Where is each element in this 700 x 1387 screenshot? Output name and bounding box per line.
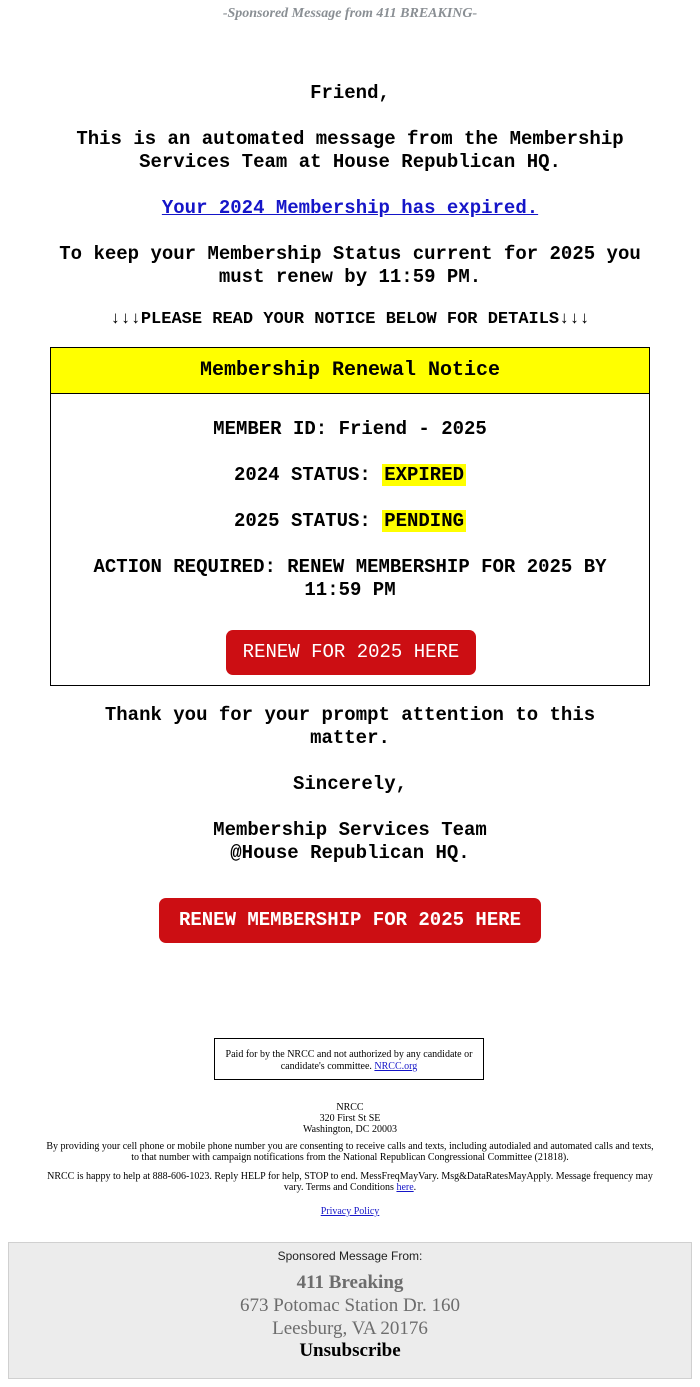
status-2024: [51, 464, 649, 487]
sponsor-footer: [8, 1242, 692, 1379]
status-2024-badge: EXPIRED: [384, 464, 465, 486]
intro-text: This is an automated message from the Membership Services Team at House Republican HQ.: [76, 128, 624, 173]
privacy-section: [0, 1206, 700, 1217]
sms-help-text: NRCC is happy to help at 888-606-1023. Reply HELP for help, STOP to end. MessFreqMayVary. Msg&DataRatesMayApply. Message frequency may vary. Terms and Conditions here.: [47, 1171, 653, 1193]
signature-line-2: @House Republican HQ.: [230, 842, 470, 864]
sponsor-address-2: Leesburg, VA 20176: [272, 1318, 428, 1339]
action-required: ACTION REQUIRED: RENEW MEMBERSHIP FOR 2025 BY 11:59 PM: [93, 556, 607, 601]
status-2025-badge: PENDING: [384, 510, 465, 532]
status-2025: [51, 510, 649, 533]
signature-line-1: Membership Services Team: [213, 819, 487, 841]
org-street: 320 First St SE: [319, 1113, 381, 1124]
help-text: NRCC is happy to help at 888-606-1023. Reply HELP for help, STOP to end. MessFreqMayVary. Msg&DataRatesMayApply. Message frequency may vary. Terms and Conditions: [47, 1171, 653, 1193]
thanks-text: Thank you for your prompt attention to this matter.: [104, 704, 596, 749]
membership-expired-link[interactable]: Your 2024 Membership has expired.: [161, 197, 539, 219]
expired-notice: [0, 197, 700, 220]
sms-consent-text: By providing your cell phone or mobile phone number you are consenting to receive calls and texts, including autodialed and automated calls and texts, to that number with campaign notifications from the National Republican Congressional Committee (21818).: [46, 1141, 654, 1163]
unsubscribe-link[interactable]: Unsubscribe: [299, 1340, 401, 1361]
sign-off: Sincerely,: [292, 773, 408, 795]
sponsor-name: 411 Breaking: [296, 1272, 404, 1293]
renewal-notice-box: [50, 347, 650, 686]
sponsored-from-label: Sponsored Message From:: [277, 1249, 423, 1263]
renew-membership-button[interactable]: RENEW MEMBERSHIP FOR 2025 HERE: [159, 898, 541, 943]
paid-for-disclaimer: [214, 1038, 484, 1080]
terms-link[interactable]: here: [396, 1182, 414, 1193]
org-name: NRCC: [336, 1102, 364, 1113]
privacy-policy-link[interactable]: Privacy Policy: [320, 1206, 380, 1217]
org-address: [0, 1102, 700, 1135]
notice-title: Membership Renewal Notice: [51, 348, 649, 394]
paid-for-text: Paid for by the NRCC and not authorized by any candidate or candidate's committee.: [225, 1049, 473, 1072]
sponsor-address-1: 673 Potomac Station Dr. 160: [239, 1295, 461, 1316]
signature: [0, 819, 700, 865]
org-city: Washington, DC 20003: [303, 1124, 397, 1135]
sponsor-header: -Sponsored Message from 411 BREAKING-: [222, 6, 478, 21]
renew-deadline-text: To keep your Membership Status current for 2025 you must renew by 11:59 PM.: [59, 243, 641, 288]
nrcc-link[interactable]: NRCC.org: [374, 1061, 418, 1072]
status-2024-label: 2024 STATUS:: [233, 464, 383, 486]
member-id: MEMBER ID: Friend - 2025: [213, 418, 487, 440]
read-below-text: ↓↓↓PLEASE READ YOUR NOTICE BELOW FOR DETAILS↓↓↓: [110, 310, 590, 329]
renew-2025-button[interactable]: RENEW FOR 2025 HERE: [226, 630, 476, 675]
greeting: Friend,: [310, 82, 390, 104]
status-2025-label: 2025 STATUS:: [233, 510, 383, 532]
